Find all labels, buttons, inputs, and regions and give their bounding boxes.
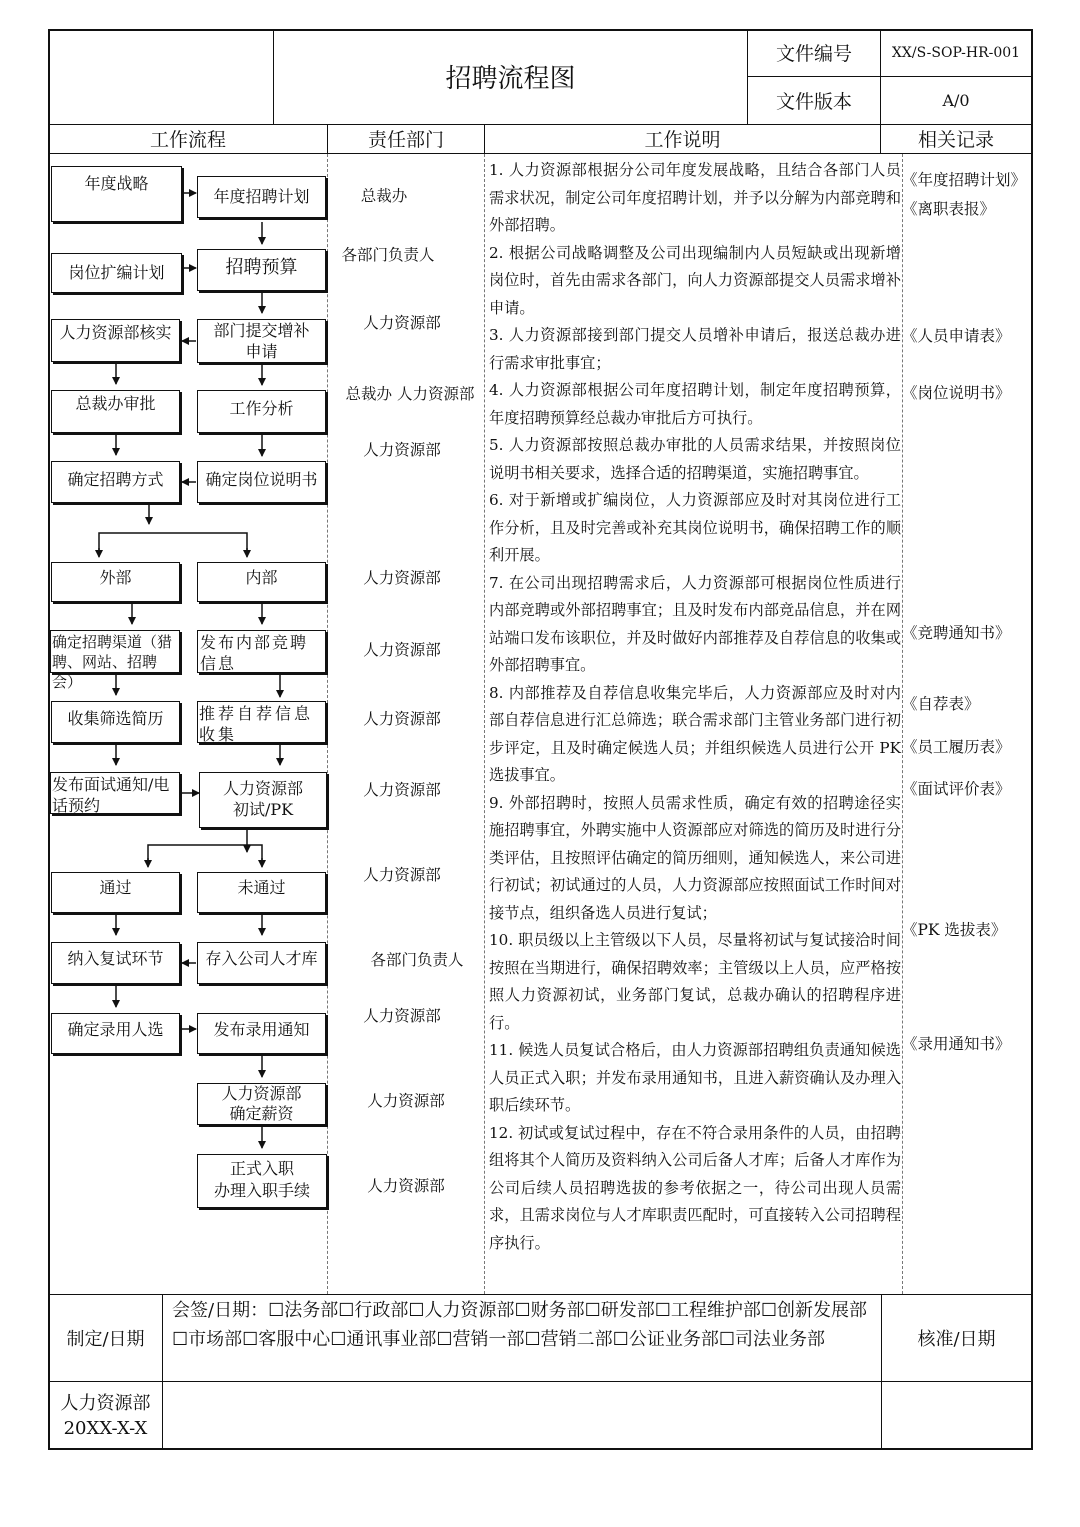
- dept-label: 人力资源部: [367, 1092, 445, 1110]
- dept-label: 人力资源部: [363, 641, 441, 659]
- made-date-value: 20XX-X-X: [63, 1418, 148, 1439]
- countersign-text: 会签/日期：☐法务部☐行政部☐人力资源部☐财务部☐研发部☐工程维护部☐创新发展部☐市场部☐客服中心☐通讯事业部☐营销一部☐营销二部☐公证业务部☐司法业务部: [172, 1300, 868, 1350]
- description-item: 8. 内部推荐及自荐信息收集完毕后，人力资源部应及时对内部自荐信息进行汇总筛选；联合需求部门主管业务部门进行初步评定，且及时确定候选人员；并组织候选人员进行公开 PK 选拔事宜。: [489, 683, 901, 784]
- description-item: 11. 候选人员复试合格后，由人力资源部招聘组负责通知候选人员正式入职；并发布录用通知书，且进入薪资确认及办理入职后续环节。: [489, 1041, 901, 1114]
- flow-step-self-recommend: 推荐自荐信息收集: [197, 701, 326, 743]
- record-item: 《录用通知书》: [902, 1035, 1011, 1053]
- record-item: 《岗位说明书》: [902, 384, 1011, 402]
- flow-step-onboard: 正式入职 办理入职手续: [197, 1154, 327, 1208]
- doc-version-label: 文件版本: [775, 91, 852, 113]
- dept-label: 人力资源部: [363, 710, 441, 728]
- description-item: 9. 外部招聘时，按照人员需求性质，确定有效的招聘途径实施招聘事宜，外聘实施中人资源部应对筛选的简历及时进行分类评估，且按照评估确定的简历细则，通知候选人，来公司进行初试；初试通过的人员，人力资源部应按照面试工作时间对接节点，组织备选人员进行复试；: [489, 793, 901, 922]
- dept-label: 人力资源部: [363, 1007, 441, 1025]
- flow-step-recruit-budget: 招聘预算: [197, 249, 326, 291]
- dept-label: 总裁办 人力资源部: [345, 385, 475, 403]
- dept-label: 人力资源部: [363, 781, 441, 799]
- flow-step-second-round: 纳入复试环节: [51, 942, 180, 984]
- description-item: 4. 人力资源部根据公司年度招聘计划，制定年度招聘预算，年度招聘预算经总裁办审批后方可执行。: [489, 381, 901, 427]
- doc-number-label: 文件编号: [775, 43, 852, 65]
- flow-step-decide-method: 确定招聘方式: [51, 461, 180, 503]
- description-item: 6. 对于新增或扩编岗位，人力资源部应及时对其岗位进行工作分析，且及时完善或补充其岗位说明书，确保招聘工作的顺利开展。: [489, 491, 901, 564]
- record-item: 《面试评价表》: [902, 780, 1011, 798]
- page-title: 招聘流程图: [445, 64, 576, 94]
- record-item: 《自荐表》: [902, 695, 980, 713]
- flow-step-dept-submit: 部门提交增补申请: [197, 319, 326, 363]
- work-description-list: [489, 157, 901, 1257]
- flow-step-job-analysis: 工作分析: [197, 390, 326, 433]
- dept-label: 人力资源部: [363, 569, 441, 587]
- flow-step-annual-recruit-plan: 年度招聘计划: [197, 176, 326, 218]
- flow-step-decide-channel: 确定招聘渠道（猎聘、网站、招聘会）: [50, 630, 180, 673]
- flow-step-ceo-approve: 总裁办审批: [51, 390, 180, 433]
- flow-step-annual-strategy: 年度战略: [51, 166, 182, 222]
- flow-step-external: 外部: [51, 562, 180, 602]
- flow-step-hr-salary: 人力资源部 确定薪资: [197, 1083, 326, 1125]
- record-item: 《年度招聘计划》: [902, 171, 1027, 189]
- dept-label: 人力资源部: [363, 441, 441, 459]
- col-header-department: 责任部门: [367, 129, 444, 151]
- approve-date-label: 核准/日期: [917, 1329, 996, 1350]
- flow-step-hr-first-interview: 人力资源部 初试/PK: [199, 772, 327, 828]
- description-item: 7. 在公司出现招聘需求后，人力资源部可根据岗位性质进行内部竞聘或外部招聘事宜；且及时发布内部竞品信息，并在网站端口发布该职位，并及时做好内部推荐及自荐信息的收集或外部招聘事宜。: [489, 573, 901, 674]
- flow-step-publish-internal: 发布内部竞聘信息: [197, 630, 326, 673]
- record-item: 《PK 选拔表》: [902, 921, 1007, 939]
- dept-label: 各部门负责人: [341, 246, 435, 264]
- flow-step-offer-notice: 发布录用通知: [197, 1013, 326, 1054]
- description-item: 2. 根据公司战略调整及公司出现编制内人员短缺或出现新增岗位时，首先由需求各部门，向人力资源部提交人员需求增补申请。: [489, 243, 901, 317]
- flow-step-decide-hire: 确定录用人选: [51, 1013, 180, 1054]
- dept-label: 各部门负责人: [370, 951, 464, 969]
- record-item: 《员工履历表》: [902, 738, 1011, 756]
- flow-step-decide-jd: 确定岗位说明书: [197, 461, 326, 503]
- description-item: 10. 职员级以上主管级以下人员，尽量将初试与复试接洽时间按照在当期进行，确保招聘效率；主管级以上人员，应严格按照人力资源初试，业务部门复试，总裁办确认的招聘程序进行。: [489, 931, 901, 1032]
- flow-step-collect-resume: 收集筛选简历: [51, 701, 180, 743]
- doc-version-value: A/0: [942, 91, 970, 110]
- dept-label: 人力资源部: [363, 314, 441, 332]
- dept-label: 人力资源部: [367, 1177, 445, 1195]
- record-item: 《竞聘通知书》: [902, 624, 1011, 642]
- col-header-description: 工作说明: [644, 129, 721, 151]
- description-item: 3. 人力资源部接到部门提交人员增补申请后，报送总裁办进行需求审批事宜；: [489, 326, 901, 372]
- flow-step-pass: 通过: [51, 872, 180, 913]
- made-date-label: 制定/日期: [66, 1329, 145, 1350]
- description-item: 5. 人力资源部按照总裁办审批的人员需求结果，并按照岗位说明书相关要求，选择合适的招聘渠道，实施招聘事宜。: [489, 436, 901, 482]
- description-item: 1. 人力资源部根据分公司年度发展战略，且结合各部门人员需求状况，制定公司年度招聘计划，并予以分解为内部竞聘和外部招聘。: [489, 161, 901, 234]
- flow-step-hr-verify: 人力资源部核实: [51, 319, 180, 362]
- flow-step-fail: 未通过: [197, 872, 326, 913]
- dept-label: 总裁办: [360, 187, 408, 205]
- col-header-records: 相关记录: [917, 129, 994, 151]
- record-item: 《离职表报》: [902, 200, 996, 218]
- record-item: 《人员申请表》: [902, 327, 1011, 345]
- dept-label: 人力资源部: [363, 866, 441, 884]
- col-header-workflow: 工作流程: [149, 129, 226, 151]
- doc-number-value: XX/S-SOP-HR-001: [891, 44, 1021, 61]
- flow-step-talent-pool: 存入公司人才库: [197, 942, 326, 984]
- flow-step-post-expansion-plan: 岗位扩编计划: [51, 253, 182, 293]
- flow-step-internal: 内部: [197, 562, 326, 602]
- made-by-department: 人力资源部: [60, 1393, 151, 1414]
- description-item: 12. 初试或复试过程中，存在不符合录用条件的人员，由招聘组将其个人简历及资料纳入公司后备人才库；后备人才库作为公司后续人员招聘选拔的参考依据之一，待公司出现人员需求，且需求岗位与人才库职责匹配时，可直接转入公司招聘程序执行。: [489, 1123, 901, 1252]
- flow-step-interview-notice: 发布面试通知/电话预约: [50, 772, 180, 814]
